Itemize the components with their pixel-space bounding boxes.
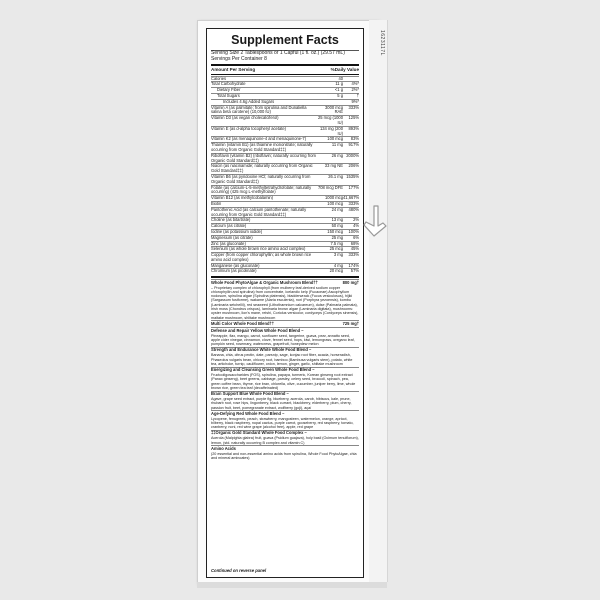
lot-code: 1623117L (379, 30, 385, 56)
nutrient-row (211, 252, 359, 263)
nutrient-name: Vitamin K2 (as menaquinone-4 and menaquinone-7) (211, 136, 307, 142)
nutrient-amount: 26.1 mg (328, 173, 343, 179)
supplement-facts-panel (206, 28, 364, 578)
nutrient-name: Iodine (as potassium iodide) (211, 228, 263, 234)
nutrient-dv: 893% (348, 125, 359, 131)
nutrient-dv: † (356, 92, 359, 98)
nutrient-dv: 917% (348, 142, 359, 148)
serving-size: Serving Size 2 Tablespoons or 1 Capful (1 fl. oz.) (29.57 mL) (211, 50, 345, 56)
nutrient-amount: 150 mcg (327, 228, 343, 234)
nutrient-name: Riboflavin (vitamin B2) (riboflavin; naturally occurring from Organic Gold Standard‡‡) (211, 152, 316, 163)
nutrient-row (211, 229, 359, 235)
blend-description: Lycopene, fenugreek, peach, strawberry, mangosteen, watermelon, orange, apricot, bilberry, black raspberry, nopal cactus, purple carrot, gooseberry, red raspberry, tomato, cranberry, noni, red wine grape (alcohol free), apple, red grape (211, 416, 354, 430)
nutrient-amount: <1 g (334, 87, 343, 93)
nutrient-amount: 40 (338, 75, 343, 81)
nutrient-dv: 68% (350, 240, 359, 246)
blend-name: Brain Support Blue Whole Food Blend – (211, 391, 289, 397)
nutrient-amount: 4 mg (333, 262, 343, 268)
nutrient-name: Total Carbohydrate (211, 81, 246, 87)
nutrient-dv: 125% (348, 115, 359, 121)
nutrient-amount: 708 mcg DFE (317, 184, 343, 190)
nutrient-dv: 57% (350, 268, 359, 274)
blend-section (211, 367, 359, 391)
panel-title: Supplement Facts (231, 33, 339, 47)
nutrient-amount: 13 mg (331, 217, 343, 223)
nutrient-name: Vitamin D3 (as vegan cholecalciferol) (211, 115, 279, 121)
nutrient-name: Chromium (as picolinate) (211, 268, 257, 274)
blend-section (211, 445, 359, 460)
nutrient-dv: 6% (353, 234, 359, 240)
nutrient-row (211, 174, 359, 185)
label-side-edge (369, 20, 388, 582)
blend-description: Agave, grape seed extract, purple fig, blueberry, acerola, carob, hibiscus, kale, prune, rhubarb root, rose hips, lingonberry, black currant, blackberry, elderberry, plum, cherry, passion fruit, beet, pomegranate extract, wolfberry (goji), açaí (211, 396, 352, 410)
blend-section (211, 430, 359, 445)
nutrient-dv: 480% (348, 206, 359, 212)
blend-section (211, 327, 359, 347)
nutrient-amount: 11 g (335, 81, 343, 87)
nutrient-row (211, 105, 359, 116)
blend-heading (211, 412, 359, 417)
blend-amount: 725 mg† (342, 320, 359, 326)
nutrient-amount: 11 mg (331, 142, 343, 148)
nutrient-name: Thiamin (vitamin B1) (as thiamine mononitrate; naturally occurring from Organic Gold Standard‡‡) (211, 142, 313, 152)
nutrient-dv: 41,667% (343, 195, 360, 201)
nutrient-amount: 3 mg (333, 252, 343, 258)
nutrient-dv: 83% (350, 136, 359, 142)
nutrient-amount (317, 100, 343, 105)
nutrient-row (211, 115, 359, 126)
continued-note: Continued on reverse panel (211, 568, 267, 574)
divider-medium (211, 74, 359, 75)
nutrient-amount: 5 g (337, 92, 343, 98)
blend-description: (20 essential and non-essential amino acids from spirulina, Whole Food PhytoAlgae, chia and mineral aminoates) (211, 451, 357, 460)
blend-name: Energizing and Cleansing Green Whole Food Blend – (211, 367, 315, 373)
nutrient-name: Manganese (as gluconate) (211, 262, 260, 268)
nutrient-row (211, 268, 359, 274)
label-bottom-edge (197, 582, 387, 588)
nutrient-row (211, 163, 359, 174)
nutrient-name: Dietary Fiber (217, 87, 241, 93)
nutrient-name: Magnesium (as citrate) (211, 234, 253, 240)
nutrient-name: Zinc (as gluconate) (211, 240, 246, 246)
blend-name: Whole Food PhytoAlgae & Organic Mushroom Blend†† (211, 279, 318, 285)
blend-name: Multi Color Whole Food Blend†† (211, 320, 274, 326)
dv-header: %Daily Value (330, 67, 359, 73)
nutrient-dv: 4% (353, 223, 359, 229)
nutrient-amount: 100 mcg (327, 200, 343, 206)
nutrient-amount: 7.5 mg (330, 240, 343, 246)
blend-name: Strength and Endurance White Whole Food Blend – (211, 347, 312, 353)
nutrient-row (211, 99, 359, 105)
nutrient-amount: 3000 mcg RAE (325, 104, 343, 115)
nutrient-name: Niacin (as niacinamide; naturally occurring from Organic Gold Standard‡‡) (211, 163, 313, 174)
nutrient-dv: 2000% (346, 152, 359, 158)
nutrient-amount: 25 mcg (1000 IU) (317, 115, 343, 125)
nutrient-dv: 333% (348, 252, 359, 258)
blend-description: Fructooligosaccharides (FOS), spirulina, papaya, turmeric, Korean ginseng root extract (Panax ginseng), beet greens, cabbage, parsley, celery seed, broccoli, spinach, pea, green coffee bean, thyme, rice bran, chlorella, olive, cucumber, juniper berry, lime, whole brown rice, green tea leaf (decaffeinated) (211, 372, 356, 390)
nutrient-amount: 1000 mcg (325, 195, 343, 201)
blend-heading (211, 281, 359, 286)
nutrient-amount: 33 mg NE (324, 163, 343, 169)
nutrient-amount: 25 mcg (329, 246, 343, 252)
blend-list (211, 279, 359, 460)
amount-header: Amount Per Serving (211, 67, 256, 73)
blend-amount: 800 mg† (342, 279, 359, 285)
nutrient-name: Includes 4.6g Added Sugars (223, 98, 275, 104)
nutrient-row (211, 153, 359, 164)
blend-heading (211, 329, 359, 334)
blend-section (211, 391, 359, 411)
blend-name: Amino Acids (211, 445, 236, 451)
nutrient-name: Calories (211, 75, 227, 81)
nutrient-amount: 100 mcg (327, 136, 343, 142)
blend-description: Pineapple, flax, mango, carrot, sunflower seed, tangerine, guava, pear, annatto seed, apple cider vinegar, cinnamon, clove, fennel seed, hops, kiwi, lemongrass, oregano leaf, pumpkin seed, rosemary, watercress, grapefruit, honeydew melon (211, 333, 355, 347)
nutrient-dv: 206% (348, 163, 359, 169)
blend-name: Defense and Repair Yellow Whole Food Blend – (211, 327, 304, 333)
blend-description: – Proprietary complex of chlorophyll (from mulberry leaf-derived sodium copper chlorophyllin and spirulina) from concentrate, Icelandic kelp (Fucaceae) Ascophyllum nodosum, spirulina algae (Spirulina platensis), bladderwrack (Fucus vesiculosus), hijiki (Sargassum fusiforme), wakame (Alaria esculenta), nori (Porphyra yezoensis), kombu (Laminaria setchellii), red seaweed (Lithothamnium calcareum), dulse (Palmaria palmata), Irish moss (Chondrus crispus), laminaria brown algae (Laminaria digitata), mushrooms: oyster mushroom, lion's mane, reishi, Coriolus versicolor, cordyceps (Cordyceps sinensis), maitake mushroom, shiitake mushroom (211, 285, 359, 320)
cursor-pointer-icon (356, 204, 392, 244)
nutrient-name: Copper (from copper chlorophyllin; as whole brown rice amino acid complex) (211, 252, 312, 262)
blend-name: Age-Defying Red Whole Food Blend – (211, 410, 285, 416)
nutrient-dv: 45% (350, 246, 359, 252)
blend-section (211, 320, 359, 327)
nutrient-amount: 26 mg (331, 152, 343, 158)
nutrient-row (211, 185, 359, 196)
blend-description: Banana, chia, citrus pectin, date, parsnip, sage, konjac root fiber, acacia, horseradish, Phaseolus vulgaris bean, chicory root, bamboo (Bambusa vulgaris stem), potato, white tea, artichoke, turnip, cauliflower, onion, lemon, ginger, garlic, shiitake mushroom (211, 353, 353, 366)
nutrient-row (211, 235, 359, 241)
nutrient-dv: 9%* (351, 98, 359, 104)
blend-description: Acerola (Malpighia glabra) fruit, guava (Psidium guajava), holy basil (Ocimum tenuiflorum), lemon, (std. naturally occurring B complex and vitamin C) (211, 436, 359, 445)
nutrient-name: Choline (as bitartrate) (211, 217, 251, 223)
blend-name: ‡‡Organic Gold Standard Whole Food Complex – (211, 430, 307, 436)
nutrient-amount: 25 mg (331, 234, 343, 240)
nutrient-dv: 174% (348, 262, 359, 268)
nutrient-dv: 100% (348, 228, 359, 234)
nutrient-name: Selenium (as whole brown rice amino acid complex) (211, 246, 306, 252)
nutrient-name: Total Sugars (217, 92, 240, 98)
nutrient-amount: 24 mg (331, 206, 343, 212)
nutrient-dv: 4%* (351, 81, 359, 87)
nutrient-row (211, 207, 359, 218)
nutrient-list (211, 76, 359, 275)
nutrient-row (211, 201, 359, 207)
nutrient-dv: 333% (348, 104, 359, 110)
nutrient-dv: 333% (348, 200, 359, 206)
nutrient-row (211, 126, 359, 137)
blend-section (211, 347, 359, 367)
divider-thick (211, 276, 359, 278)
nutrient-amount: 20 mcg (329, 268, 343, 274)
nutrient-name: Vitamin B6 (as pyridoxine HCl; naturally occurring from Organic Gold Standard‡‡) (211, 173, 311, 184)
nutrient-dv: 2% (353, 217, 359, 223)
nutrient-name: Calcium (as citrate) (211, 223, 247, 229)
column-header (211, 67, 359, 72)
blend-heading (211, 322, 359, 327)
nutrient-dv: 1535% (346, 173, 359, 179)
servings-per-container: Servings Per Container 8 (211, 55, 267, 62)
nutrient-dv: 177% (348, 184, 359, 190)
nutrient-dv: 2%* (351, 87, 359, 93)
divider-thick (211, 64, 359, 66)
nutrient-name: Folate (as calcium-L-5-methyltetrahydrofolate; naturally occurring) (425 mcg L-methylfolate) (211, 184, 312, 195)
nutrient-amount: 50 mg (331, 223, 343, 229)
blend-section (211, 279, 359, 320)
nutrient-name: Biotin (211, 200, 222, 206)
nutrient-row (211, 93, 359, 99)
blend-heading (211, 447, 359, 452)
nutrient-name: Vitamin B12 (as methylcobalamin) (211, 195, 274, 201)
nutrient-name: Vitamin E (as d-alpha tocopheryl acetate) (211, 125, 287, 131)
nutrient-amount: 134 mg (200 IU) (320, 125, 343, 136)
blend-section (211, 410, 359, 430)
nutrient-name: Pantothenic Acid (as calcium pantothenate; naturally occurring from Organic Gold Standard‡‡) (211, 206, 307, 217)
nutrient-row (211, 142, 359, 153)
nutrient-name: Vitamin A (as palmitate; from spirulina and Dunaliella salina beta carotene) (10,000 IU) (211, 104, 307, 115)
